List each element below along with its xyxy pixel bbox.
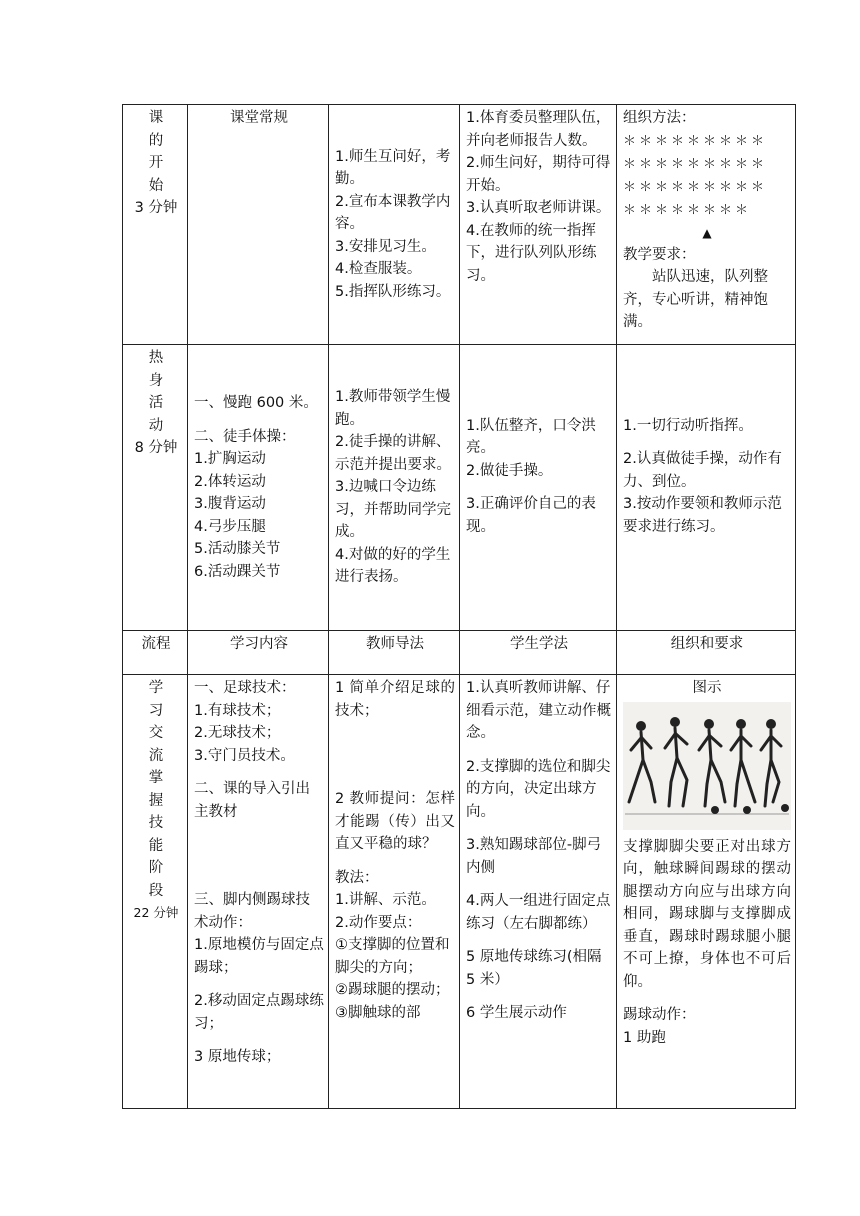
stage-learning [123,675,188,1109]
stage-char: 始 [148,177,164,194]
org-requirements-warm-up [617,345,796,631]
content-item: 6.活动踝关节 [194,563,281,580]
req-text: 站队迅速，队列整齐，专心听讲，精神饱满。 [623,269,768,330]
content-item: 三、脚内侧踢球技术动作： [194,892,310,931]
stage-char: 段 [148,882,164,899]
org-requirements-start [617,105,796,345]
content-item: 2.移动固定点踢球练习； [194,993,324,1032]
teacher-item: 4.检查服装。 [335,261,422,278]
formation-row: ＊＊＊＊＊＊＊＊＊ [623,133,768,149]
teacher-item: 2.徒手操的讲解、示范并提出要求。 [335,434,451,473]
kick-sequence-illustration [623,702,791,830]
stage-warm-up [123,345,188,631]
content-item: 5.活动膝关节 [194,541,281,557]
stage-char: 的 [148,132,164,149]
stage-char: 能 [148,837,164,854]
teacher-item: 1 简单介绍足球的技术； [335,680,455,719]
org-item: 2.认真做徒手操，动作有力、到位。 [623,451,782,490]
student-item: 4.在教师的统一指挥下，进行队列队形练习。 [466,222,597,284]
teacher-item: 2.宣布本课教学内容。 [335,193,451,233]
teacher-method-start [329,105,460,345]
student-item: 2.支撑脚的选位和脚尖的方向，决定出球方向。 [466,758,611,820]
student-item: 2.做徒手操。 [466,462,553,479]
content-item: 1.扩胸运动 [194,451,266,467]
student-item: 2.师生问好，期待可得开始。 [466,155,611,194]
student-method-start [460,105,617,345]
stage-char: 课 [148,110,164,126]
header-process: 流程 [123,631,188,675]
student-item: 1.认真听教师讲解、仔细看示范，建立动作概念。 [466,680,611,741]
row-class-start [123,105,796,345]
content-item: 2.无球技术； [194,725,281,741]
content-learning [188,675,329,1109]
formation-row: ＊＊＊＊＊＊＊＊＊ [623,179,768,195]
table-header-row [123,631,796,675]
stage-char: 技 [148,815,164,831]
lesson-plan-table [122,104,796,1109]
content-item: 3.腹背运动 [194,496,266,512]
kick-steps-title: 踢球动作： [623,1007,696,1023]
teacher-item: 2.动作要点： [335,914,422,931]
stage-char: 习 [148,702,164,719]
teacher-method-learning [329,675,460,1109]
teacher-item: ②踢球腿的摆动； [335,982,450,998]
header-teacher-method: 教师导法 [329,631,460,675]
teacher-item: 3.边喊口令边练习，并帮助同学完成。 [335,479,451,541]
teacher-item: 1.讲解、示范。 [335,892,436,908]
content-item: 3.守门员技术。 [194,747,295,764]
student-item: 5 原地传球练习(相隔 5 米） [466,949,602,988]
org-item: 1.一切行动听指挥。 [623,417,753,434]
stage-duration: 8 分钟 [134,440,178,456]
teacher-item: 5.指挥队形练习。 [335,283,451,300]
teacher-item: 1.教师带领学生慢跑。 [335,389,451,428]
org-item: 3.按动作要领和教师示范要求进行练习。 [623,496,782,535]
stage-duration: 22 分钟 [133,905,179,920]
stage-char: 学 [148,680,164,696]
row-warm-up [123,345,796,631]
stage-char: 掌 [148,770,164,786]
student-item: 1.队伍整齐，口令洪亮。 [466,417,596,457]
student-item: 3.正确评价自己的表现。 [466,496,596,535]
content-item: 1.原地模仿与固定点踢球； [194,937,324,976]
teacher-item: 教法： [335,869,379,886]
teacher-item: 4.对做的好的学生进行表扬。 [335,546,451,586]
stage-char: 热 [148,350,164,366]
teacher-item: ①支撑脚的位置和脚尖的方向； [335,937,450,976]
teacher-method-warm-up [329,345,460,631]
content-warm-up [188,345,329,631]
content-item: 2.体转运动 [194,473,266,490]
stage-char: 活 [148,395,164,411]
ball-icon [711,806,719,814]
content-item: 一、足球技术： [194,680,296,696]
student-method-learning [460,675,617,1109]
student-item: 6 学生展示动作 [466,1005,567,1021]
content-item: 二、徒手体操： [194,428,296,445]
student-item: 3.熟知踢球部位-脚弓内侧 [466,837,602,876]
header-student-method: 学生学法 [460,631,617,675]
header-organization: 组织和要求 [617,631,796,675]
header-content: 学习内容 [188,631,329,675]
teacher-item: 3.安排见习生。 [335,238,436,255]
student-method-warm-up [460,345,617,631]
stage-char: 开 [148,155,164,171]
content-item: 二、课的导入引出主教材 [194,781,310,820]
student-item: 3.认真听取老师讲课。 [466,200,611,216]
student-item: 1.体育委员整理队伍，并向老师报告人数。 [466,110,611,149]
content-item: 一、慢跑 600 米。 [194,395,318,411]
formation-row: ＊＊＊＊＊＊＊＊＊ [623,156,768,172]
ball-icon [781,804,789,812]
formation-row: ＊＊＊＊＊＊＊＊ [623,202,752,218]
row-learning [123,675,796,1109]
content-class-routine: 课堂常规 [188,105,329,345]
stage-char: 握 [148,792,164,809]
teacher-item: 1.师生互问好，考勤。 [335,148,451,188]
content-item: 1.有球技术； [194,702,281,719]
kick-step: 1 助跑 [623,1029,666,1046]
stage-class-start [123,105,188,345]
diagram-title: 图示 [692,680,722,696]
student-item: 4.两人一组进行固定点练习（左右脚都练） [466,893,611,932]
stage-char: 动 [148,417,164,434]
teacher-position-icon: ▲ [702,225,712,240]
stage-char: 流 [148,747,164,764]
kick-requirements-text: 支撑脚脚尖要正对出球方向，触球瞬间踢球的摆动腿摆动方向应与出球方向相同，踢球脚与支撑脚成垂直，踢球时踢球腿小腿不可上撩，身体也不可后仰。 [623,838,791,990]
content-item: 4.弓步压腿 [194,518,266,535]
stage-duration: 3 分钟 [134,200,178,216]
teacher-item: 2 教师提问：怎样才能踢（传）出又直又平稳的球？ [335,791,455,852]
org-requirements-learning [617,675,796,1109]
stage-char: 交 [148,725,164,741]
ball-icon [743,806,751,814]
stage-char: 阶 [148,860,164,876]
content-item: 3 原地传球； [194,1049,281,1065]
stage-char: 身 [148,372,164,389]
req-title: 教学要求： [623,246,696,263]
org-title: 组织方法： [623,110,696,126]
teacher-item: ③脚触球的部 [335,1004,421,1021]
